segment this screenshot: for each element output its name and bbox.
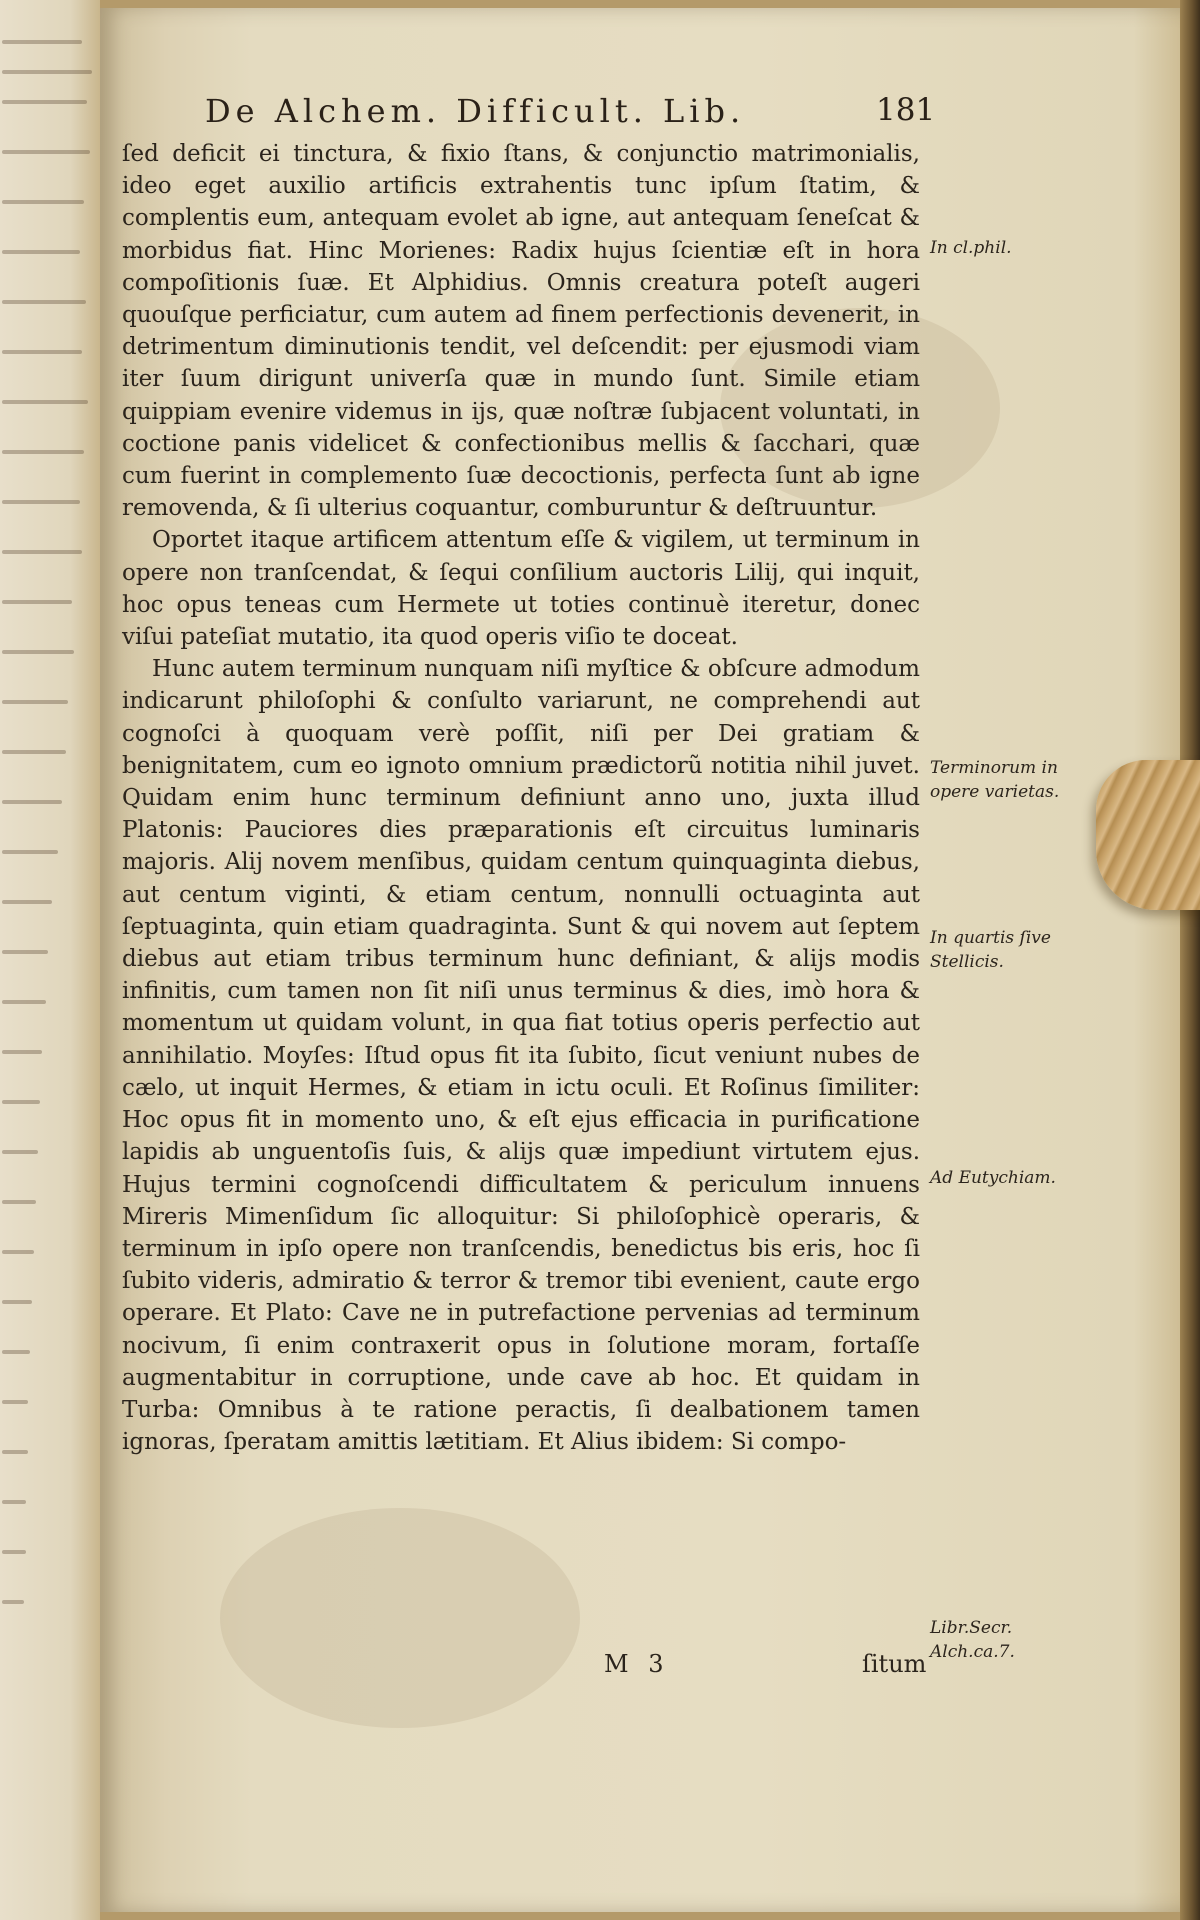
bleed-through-line xyxy=(2,400,88,404)
bleed-through-line xyxy=(2,1200,36,1204)
facing-page-edge xyxy=(0,0,100,1920)
bleed-through-line xyxy=(2,1400,28,1404)
bleed-through-line xyxy=(2,1100,40,1104)
paragraph: Oportet itaque artificem attentum eſſe & vigilem, ut terminum in opere non tranſcendat, & ſequi conſilium auctoris Lilij, qui inquit, hoc opus teneas cum Hermete ut toties continuè iteretur, donec viſui pateſiat mutatio, ita quod operis viſio te doceat. xyxy=(122,527,920,651)
marginal-note: In quartis ſive Stellicis. xyxy=(930,928,1051,972)
bleed-through-line xyxy=(2,200,84,204)
bleed-through-line xyxy=(2,40,82,44)
bleed-through-line xyxy=(2,1050,42,1054)
marginal-note: Terminorum in opere varietas. xyxy=(930,758,1060,802)
paragraph: ſed deficit ei tinctura, & fixio ſtans, & conjunctio matrimonialis, ideo eget auxilio artificis extrahentis tunc ipſum ſtatim, & complentis eum, antequam evolet ab igne, aut antequam ſeneſcat & morbidus fiat. Hinc Morienes: Radix hujus ſcientiæ eſt in hora compoſitionis ſuæ. Et Alphidius. Omnis creatura poteſt augeri quouſque perficiatur, cum autem ad finem perfectionis devenerit, in detrimentum diminutionis tendit, vel deſcendit: per ejusmodi viam iter ſuum dirigunt univerſa quæ in mundo ſunt. Simile etiam quippiam evenire videmus in ijs, quæ noſtræ ſubjacent voluntati, in coctione panis videlicet & confectionibus mellis & ſacchari, quæ cum fuerint in complemento ſuæ decoctionis, perfecta ſunt ab igne removenda, & ſi ulterius coquantur, comburuntur & deſtruuntur. xyxy=(122,141,920,522)
bleed-through-line xyxy=(2,1150,38,1154)
marginal-note: Ad Eutychiam. xyxy=(930,1168,1056,1188)
brush-bristles xyxy=(1096,760,1200,910)
page-number: 181 xyxy=(876,92,936,128)
bleed-through-line xyxy=(2,70,92,74)
running-title: De Alchem. Difficult. Lib. xyxy=(205,92,746,130)
bleed-through-line xyxy=(2,1300,32,1304)
bleed-through-line xyxy=(2,700,68,704)
bleed-through-line xyxy=(2,1550,26,1554)
bleed-through-line xyxy=(2,500,80,504)
bleed-through-line xyxy=(2,150,90,154)
bleed-through-line xyxy=(2,550,82,554)
bleed-through-line xyxy=(2,1350,30,1354)
signature-mark: M 3 xyxy=(604,1650,670,1678)
bleed-through-line xyxy=(2,100,87,104)
bleed-through-line xyxy=(2,1250,34,1254)
paragraph: Hunc autem terminum nunquam niſi myſtice & obſcure admodum indicarunt philoſophi & conſulto variarunt, ne comprehendi aut cognoſci à quoquam verè poſſit, niſi per Dei gratiam & benignitatem, cum eo ignoto omnium prædictorũ notitia nihil juvet. Quidam enim hunc terminum definiunt anno uno, juxta illud Platonis: Pauciores dies præparationis eſt circuitus luminaris majoris. Alij novem menſibus, quidam centum quinquaginta diebus, aut centum viginti, & etiam centum, nonnulli octuaginta aut ſeptuaginta, quin etiam quadraginta. Sunt & qui novem aut ſeptem diebus aut etiam tribus terminum hunc definiant, & alijs modis infinitis, cum tamen non ſit niſi unus terminus & dies, imò hora & momentum ut quidam volunt, in qua fiat totius operis perfectio aut annihilatio. Moyſes: Iſtud opus fit ita ſubito, ſicut veniunt nubes de cælo, ut inquit Hermes, & etiam in ictu oculi. Et Roſinus ſimiliter: Hoc opus fit in momento uno, & eſt ejus efficacia in purificatione lapidis ab unguentoſis ſuis, & alijs quæ impediunt virtutem ejus. Hujus termini cognoſcendi difficultatem & periculum innuens Mireris Mimenſidum ſic alloquitur: Si philoſophicè operaris, & terminum in ipſo opere non tranſcendis, benedictus bis eris, hoc ſi ſubito videris, admiratio & terror & tremor tibi evenient, caute ergo operare. Et Plato: Cave ne in putrefactione pervenias ad terminum nocivum, ſi enim contraxerit opus in ſolutione moram, fortaſſe augmentabitur in corruptione, unde cave ab hoc. Et quidam in Turba: Omnibus à te ratione peractis, ſi dealbationem tamen ignoras, ſperatam amittis lætitiam. Et Alius ibidem: Si compo- xyxy=(122,656,920,1456)
main-text-column xyxy=(122,138,920,1458)
bleed-through-line xyxy=(2,350,82,354)
bleed-through-line xyxy=(2,450,84,454)
bleed-through-line xyxy=(2,1500,26,1504)
bleed-through-line xyxy=(2,1600,24,1604)
bleed-through-line xyxy=(2,950,48,954)
bleed-through-line xyxy=(2,650,74,654)
bleed-through-line xyxy=(2,300,86,304)
bleed-through-line xyxy=(2,600,72,604)
bleed-through-line xyxy=(2,850,58,854)
marginal-note: Libr.Secr. Alch.ca.7. xyxy=(930,1618,1015,1662)
marginal-note: In cl.phil. xyxy=(930,238,1012,258)
bleed-through-line xyxy=(2,750,66,754)
page-edge-shadow xyxy=(1180,0,1200,1920)
paper-stain xyxy=(220,1508,580,1728)
bleed-through-line xyxy=(2,1000,46,1004)
bleed-through-line xyxy=(2,250,80,254)
bleed-through-line xyxy=(2,900,52,904)
bleed-through-line xyxy=(2,1450,28,1454)
bleed-through-line xyxy=(2,800,62,804)
catchword: ſitum xyxy=(862,1650,927,1678)
